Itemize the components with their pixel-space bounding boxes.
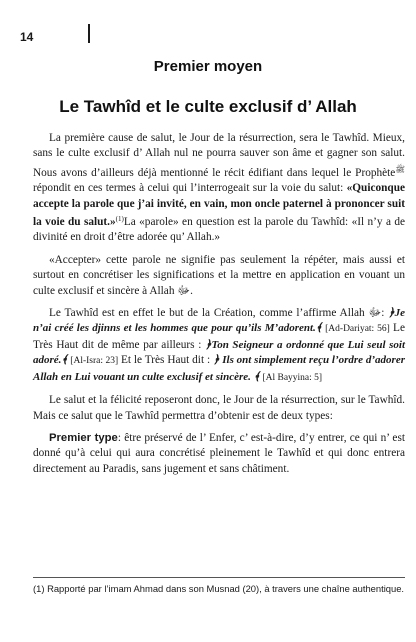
section-heading: Premier moyen — [153, 58, 263, 75]
paragraph-1 — [33, 131, 405, 246]
footnote-marker: (1) — [115, 215, 124, 224]
paragraph-5 — [33, 431, 405, 477]
verse-reference-3: [Al Bayyina: 5] — [260, 372, 323, 383]
paragraph-3-text-c: Et le Très Haut dit : — [118, 354, 213, 367]
chapter-title: Le Tawhîd et le culte exclusif d’ Allah — [59, 97, 357, 116]
paragraph-5-text: : être préservé de l’ Enfer, c’ est-à-dire, d’y entrer, ce qui n’ est donné qu’à celui qui aura concrétisé pleinement le Tawhîd et qui donc entrera directement au Paradis, sans jugement et sans châtiment. — [33, 431, 405, 475]
paragraph-3 — [33, 306, 405, 386]
type-label: Premier type — [49, 431, 118, 444]
paragraph-1-text-a: La première cause de salut, le Jour de la résurrection, sera le Tawhîd. Mieux, sans le culte exclusif d’ Allah nul ne pourra sauver son âme et gagner son salut. Nous avons d’ailleurs déjà mentionné le récit édifiant dans lequel le Prophète — [33, 132, 405, 179]
paragraph-1-text-b: répondit en ces termes à celui qui l’interrogeait sur la voie du salut: — [33, 182, 347, 195]
salutation-glyph: ﷺ — [395, 164, 405, 174]
paragraph-3-text-b: Le Très Haut dit de même par ailleurs : — [33, 322, 405, 351]
footnote-separator — [33, 577, 405, 578]
quran-verse-2: ﴿Ton Seigneur a ordonné que Lui seul soit adoré.﴾ — [33, 338, 406, 367]
body-text — [33, 131, 405, 484]
verse-reference-2: [Al-Isra: 23] — [67, 356, 119, 367]
footnote: (1) Rapporté par l’imam Ahmad dans son Musnad (20), à travers une chaîne authentique. — [33, 583, 405, 594]
paragraph-2: «Accepter» cette parole ne signifie pas seulement la répéter, mais aussi et surtout en concrétiser les significations et la mettre en application en vouant un culte exclusif et sincère à Allah ﷻ. — [33, 253, 405, 297]
paragraph-1-text-c: La «parole» en question est la parole du Tawhîd: «Il n’y a de divinité en droit d’être adorée qu’ Allah.» — [33, 216, 406, 244]
page-number: 14 — [20, 30, 34, 44]
verse-reference-1: [Ad-Dariyat: 56] — [322, 324, 390, 335]
paragraph-3-text-a: Le Tawhîd est en effet le but de la Création, comme l’affirme Allah ﷻ: — [49, 307, 389, 320]
hadith-quote: «Quiconque accepte la parole que j’ai invité, en vain, mon oncle paternel à prononcer suit la voie du salut.» — [33, 182, 405, 229]
paragraph-4: Le salut et la félicité reposeront donc, le Jour de la résurrection, sur le Tawhîd. Mais ce salut que le Tawhîd permettra d’obtenir est de deux types: — [33, 394, 405, 422]
header-rule — [88, 24, 90, 43]
quran-verse-3: ﴿ Ils ont simplement reçu l’ordre d’adorer Allah en Lui vouant un culte exclusif et sincère. ﴾ — [33, 354, 405, 383]
quran-verse-1: ﴿Je n’ai créé les djinns et les hommes que pour qu’ils M’adorent.﴾ — [33, 307, 405, 335]
